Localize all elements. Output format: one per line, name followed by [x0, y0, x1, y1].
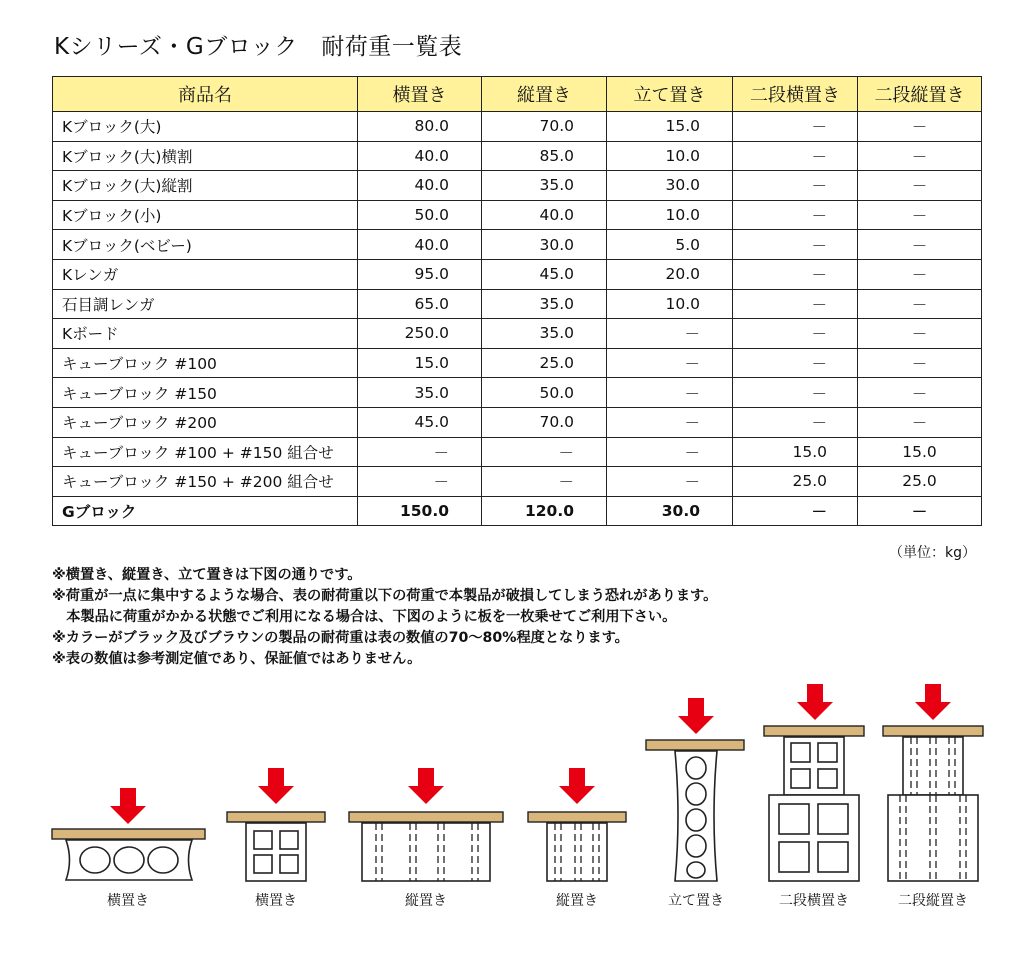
cell-double-horizontal: －: [733, 171, 858, 201]
cell-standing: 5.0: [607, 230, 733, 260]
board-plank: [764, 726, 864, 736]
load-table: [52, 76, 982, 526]
cell-double-vertical: －: [858, 230, 982, 260]
table-row: [53, 259, 982, 289]
board-plank: [883, 726, 983, 736]
cell-product-name: Kブロック(ベビー): [53, 230, 358, 260]
notes: [52, 565, 717, 670]
cell-horizontal: 80.0: [358, 112, 482, 142]
cell-vertical: 70.0: [482, 407, 607, 437]
diagram-standing: [646, 698, 744, 881]
placement-diagrams: [0, 670, 1020, 964]
cell-double-horizontal: －: [733, 200, 858, 230]
cell-double-horizontal: －: [733, 407, 858, 437]
diagram-horizontal-long: [52, 788, 205, 880]
diagram-double-horizontal: [764, 684, 864, 881]
cell-product-name: Kブロック(大): [53, 112, 358, 142]
unit-label: （単位：kg）: [889, 545, 976, 561]
cell-standing: －: [607, 437, 733, 467]
diagram-vertical-wide: [349, 768, 503, 881]
cell-double-horizontal: 25.0: [733, 467, 858, 497]
cell-product-name: Kボード: [53, 319, 358, 349]
block-upper: [903, 737, 963, 795]
table-row: [53, 407, 982, 437]
cell-standing: －: [607, 378, 733, 408]
cell-double-vertical: －: [858, 407, 982, 437]
load-arrow-icon: [915, 684, 951, 720]
cell-standing: －: [607, 407, 733, 437]
cell-vertical: 35.0: [482, 171, 607, 201]
note-line: ※カラーがブラック及びブラウンの製品の耐荷重は表の数値の70～80%程度となります。: [52, 630, 629, 646]
cell-standing: 15.0: [607, 112, 733, 142]
load-arrow-icon: [258, 768, 294, 804]
cell-double-horizontal: －: [733, 496, 858, 526]
cell-horizontal: －: [358, 437, 482, 467]
load-arrow-icon: [408, 768, 444, 804]
diagram-caption: 横置き: [255, 893, 297, 909]
cell-vertical: 35.0: [482, 319, 607, 349]
cell-double-vertical: －: [858, 112, 982, 142]
block-lower: [888, 795, 978, 881]
table-row: [53, 141, 982, 171]
cell-vertical: －: [482, 467, 607, 497]
cell-double-horizontal: －: [733, 112, 858, 142]
table-row: [53, 112, 982, 142]
block-body: [362, 823, 490, 881]
table-header-row: [53, 77, 982, 112]
cell-horizontal: －: [358, 467, 482, 497]
diagram-double-vertical: [883, 684, 983, 881]
cell-standing: 10.0: [607, 141, 733, 171]
cell-double-horizontal: －: [733, 259, 858, 289]
cell-product-name: Kブロック(小): [53, 200, 358, 230]
header-product-name: 商品名: [53, 77, 358, 112]
diagram-caption: 二段横置き: [779, 893, 849, 909]
cell-product-name: キューブロック #100: [53, 348, 358, 378]
cell-double-vertical: －: [858, 141, 982, 171]
diagram-caption: 横置き: [107, 893, 149, 909]
table-row: [53, 230, 982, 260]
cell-standing: 10.0: [607, 289, 733, 319]
cell-double-horizontal: －: [733, 378, 858, 408]
load-arrow-icon: [110, 788, 146, 824]
cell-standing: －: [607, 348, 733, 378]
load-arrow-icon: [797, 684, 833, 720]
cell-standing: 30.0: [607, 171, 733, 201]
cell-double-horizontal: 15.0: [733, 437, 858, 467]
cell-horizontal: 95.0: [358, 259, 482, 289]
cell-double-vertical: －: [858, 319, 982, 349]
board-plank: [646, 740, 744, 750]
diagram-caption: 立て置き: [668, 893, 724, 909]
cell-double-vertical: －: [858, 171, 982, 201]
cell-product-name: Kブロック(大)横割: [53, 141, 358, 171]
cell-horizontal: 50.0: [358, 200, 482, 230]
cell-product-name: キューブロック #150: [53, 378, 358, 408]
header-double-horizontal: 二段横置き: [733, 77, 858, 112]
cell-horizontal: 45.0: [358, 407, 482, 437]
cell-double-horizontal: －: [733, 348, 858, 378]
cell-vertical: 70.0: [482, 112, 607, 142]
cell-product-name: キューブロック #100 + #150 組合せ: [53, 437, 358, 467]
block-hole: [80, 847, 110, 873]
cell-double-vertical: 15.0: [858, 437, 982, 467]
cell-vertical: 50.0: [482, 378, 607, 408]
cell-horizontal: 150.0: [358, 496, 482, 526]
diagram-caption: 二段縦置き: [898, 893, 968, 909]
cell-standing: 30.0: [607, 496, 733, 526]
cell-double-horizontal: －: [733, 319, 858, 349]
cell-product-name: 石目調レンガ: [53, 289, 358, 319]
cell-product-name: Gブロック: [53, 496, 358, 526]
cell-horizontal: 40.0: [358, 141, 482, 171]
board-plank: [349, 812, 503, 822]
page-title: Kシリーズ・Gブロック 耐荷重一覧表: [54, 34, 463, 60]
cell-vertical: 25.0: [482, 348, 607, 378]
header-vertical: 縦置き: [482, 77, 607, 112]
cell-double-vertical: －: [858, 259, 982, 289]
table-row: [53, 467, 982, 497]
cell-vertical: 85.0: [482, 141, 607, 171]
cell-double-horizontal: －: [733, 230, 858, 260]
board-plank: [528, 812, 626, 822]
cell-double-vertical: －: [858, 496, 982, 526]
cell-horizontal: 65.0: [358, 289, 482, 319]
diagram-horizontal-square: [227, 768, 325, 881]
diagram-caption: 縦置き: [405, 893, 447, 909]
cell-double-vertical: －: [858, 289, 982, 319]
header-horizontal: 横置き: [358, 77, 482, 112]
diagram-caption: 縦置き: [556, 893, 598, 909]
cell-double-vertical: 25.0: [858, 467, 982, 497]
cell-vertical: 40.0: [482, 200, 607, 230]
table-row: [53, 289, 982, 319]
cell-double-vertical: －: [858, 378, 982, 408]
table-row: [53, 378, 982, 408]
block-hole: [148, 847, 178, 873]
diagram-vertical-narrow: [528, 768, 626, 881]
header-double-vertical: 二段縦置き: [858, 77, 982, 112]
table-row: [53, 171, 982, 201]
table-row: [53, 348, 982, 378]
cell-product-name: Kブロック(大)縦割: [53, 171, 358, 201]
cell-double-horizontal: －: [733, 141, 858, 171]
block-body: [547, 823, 607, 881]
cell-standing: －: [607, 319, 733, 349]
cell-double-vertical: －: [858, 200, 982, 230]
note-line: ※荷重が一点に集中するような場合、表の耐荷重以下の荷重で本製品が破損してしまう恐れがあります。: [52, 588, 718, 604]
board-plank: [227, 812, 325, 822]
cell-vertical: 30.0: [482, 230, 607, 260]
note-line: ※横置き、縦置き、立て置きは下図の通りです。: [52, 567, 362, 583]
cell-vertical: －: [482, 437, 607, 467]
table-row: [53, 437, 982, 467]
cell-double-vertical: －: [858, 348, 982, 378]
cell-product-name: キューブロック #200: [53, 407, 358, 437]
load-arrow-icon: [559, 768, 595, 804]
cell-horizontal: 40.0: [358, 230, 482, 260]
table-row: [53, 496, 982, 526]
table-row: [53, 200, 982, 230]
cell-vertical: 120.0: [482, 496, 607, 526]
block-hole: [114, 847, 144, 873]
cell-vertical: 35.0: [482, 289, 607, 319]
cell-standing: 10.0: [607, 200, 733, 230]
cell-horizontal: 35.0: [358, 378, 482, 408]
cell-horizontal: 40.0: [358, 171, 482, 201]
note-line: 本製品に荷重がかかる状態でご利用になる場合は、下図のように板を一枚乗せてご利用下さい。: [52, 609, 677, 625]
cell-standing: －: [607, 467, 733, 497]
cell-product-name: キューブロック #150 + #200 組合せ: [53, 467, 358, 497]
cell-product-name: Kレンガ: [53, 259, 358, 289]
cell-standing: 20.0: [607, 259, 733, 289]
header-standing: 立て置き: [607, 77, 733, 112]
note-line: ※表の数値は参考測定値であり、保証値ではありません。: [52, 651, 422, 667]
cell-double-horizontal: －: [733, 289, 858, 319]
cell-horizontal: 250.0: [358, 319, 482, 349]
cell-vertical: 45.0: [482, 259, 607, 289]
load-arrow-icon: [678, 698, 714, 734]
cell-horizontal: 15.0: [358, 348, 482, 378]
board-plank: [52, 829, 205, 839]
table-row: [53, 319, 982, 349]
